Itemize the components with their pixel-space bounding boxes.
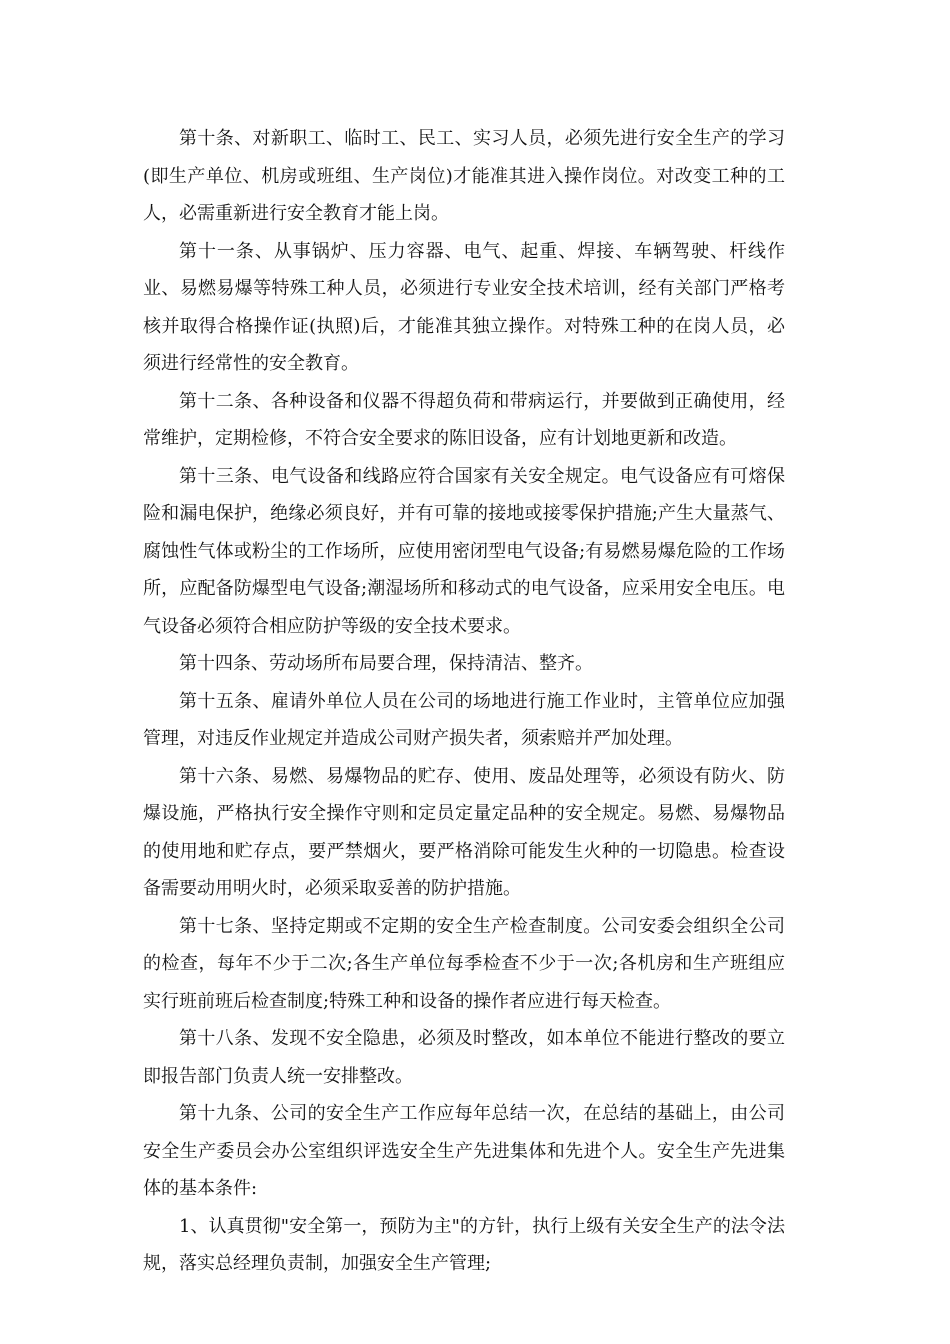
article-19-paragraph: 第十九条、公司的安全生产工作应每年总结一次，在总结的基础上，由公司安全生产委员会办公室组织评选安全生产先进集体和先进个人。安全生产先进集体的基本条件:	[143, 1103, 785, 1199]
document-body	[143, 120, 785, 1283]
article-15-paragraph: 第十五条、雇请外单位人员在公司的场地进行施工作业时，主管单位应加强管理，对违反作业规定并造成公司财产损失者，须索赔并严加处理。	[143, 690, 785, 749]
article-10-paragraph: 第十条、对新职工、临时工、民工、实习人员，必须先进行安全生产的学习(即生产单位、机房或班组、生产岗位)才能准其进入操作岗位。对改变工种的工人，必需重新进行安全教育才能上岗。	[143, 128, 785, 224]
article-17-paragraph: 第十七条、坚持定期或不定期的安全生产检查制度。公司安委会组织全公司的检查，每年不少于二次;各生产单位每季检查不少于一次;各机房和生产班组应实行班前班后检查制度;特殊工种和设备的操作者应进行每天检查。	[143, 915, 785, 1012]
article-18-paragraph: 第十八条、发现不安全隐患，必须及时整改，如本单位不能进行整改的要立即报告部门负责人统一安排整改。	[143, 1028, 785, 1087]
article-12-paragraph: 第十二条、各种设备和仪器不得超负荷和带病运行，并要做到正确使用，经常维护，定期检修，不符合安全要求的陈旧设备，应有计划地更新和改造。	[143, 390, 785, 449]
article-13-paragraph: 第十三条、电气设备和线路应符合国家有关安全规定。电气设备应有可熔保险和漏电保护，绝缘必须良好，并有可靠的接地或接零保护措施;产生大量蒸气、腐蚀性气体或粉尘的工作场所，应使用密闭型电气设备;有易燃易爆危险的工作场所，应配备防爆型电气设备;潮湿场所和移动式的电气设备，应采用安全电压。电气设备必须符合相应防护等级的安全技术要求。	[143, 465, 785, 637]
article-11-paragraph: 第十一条、从事锅炉、压力容器、电气、起重、焊接、车辆驾驶、杆线作业、易燃易爆等特殊工种人员，必须进行专业安全技术培训，经有关部门严格考核并取得合格操作证(执照)后，才能准其独立操作。对特殊工种的在岗人员，必须进行经常性的安全教育。	[143, 240, 785, 374]
article-14-paragraph: 第十四条、劳动场所布局要合理，保持清洁、整齐。	[179, 653, 593, 674]
list-item-1: 1、认真贯彻"安全第一，预防为主"的方针，执行上级有关安全生产的法令法规，落实总经理负责制，加强安全生产管理;	[143, 1215, 785, 1274]
article-16-paragraph: 第十六条、易燃、易爆物品的贮存、使用、废品处理等，必须设有防火、防爆设施，严格执行安全操作守则和定员定量定品种的安全规定。易燃、易爆物品的使用地和贮存点，要严禁烟火，要严格消除可能发生火种的一切隐患。检查设备需要动用明火时，必须采取妥善的防护措施。	[143, 765, 785, 899]
